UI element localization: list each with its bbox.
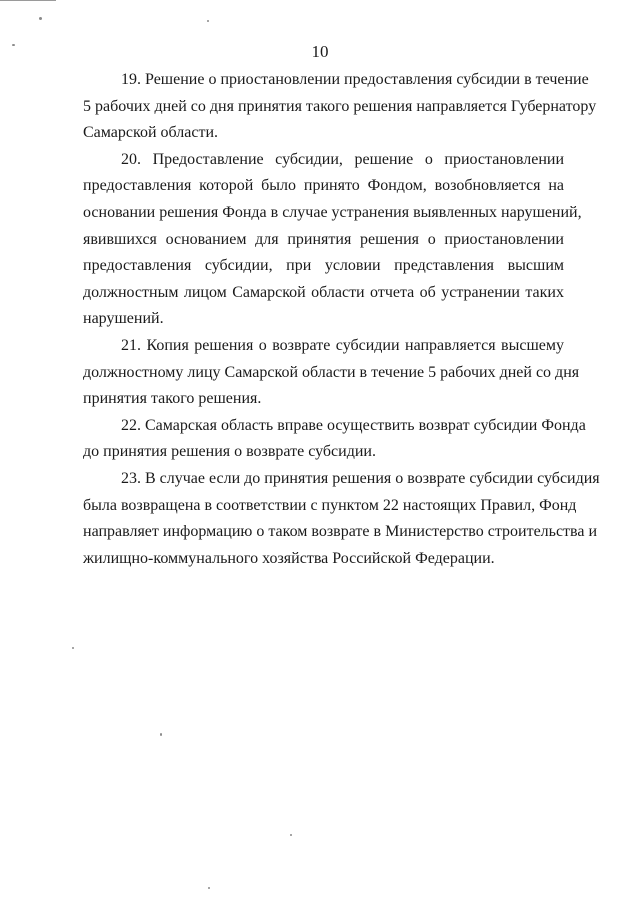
text-line: направляет информацию о таком возврате в Министерство строительства и: [83, 523, 598, 541]
text-line: предоставления субсидии, при условии представления высшим: [83, 257, 564, 275]
scan-speck: [39, 17, 42, 20]
scan-speck: [207, 20, 209, 22]
paragraph-23: [83, 466, 600, 572]
text-line: предоставления которой было принято Фондом, возобновляется на: [83, 177, 564, 195]
text-line: должностным лицом Самарской области отчета об устранении таких: [83, 283, 564, 301]
document-body: [83, 67, 600, 572]
paragraph-19: [83, 67, 597, 147]
text-line: должностному лицу Самарской области в течение 5 рабочих дней со дня: [83, 363, 580, 381]
text-line: нарушений.: [83, 310, 164, 328]
scan-speck: [160, 733, 162, 736]
text-line: 19. Решение о приостановлении предоставления субсидии в течение: [121, 71, 589, 88]
paragraph-21: [83, 333, 580, 413]
text-line: была возвращена в соответствии с пунктом 22 настоящих Правил, Фонд: [83, 496, 577, 514]
paragraph-22: [83, 413, 586, 466]
text-line: 20. Предоставление субсидии, решение о приостановлении: [121, 150, 564, 168]
scan-speck: [290, 834, 292, 836]
text-line: 22. Самарская область вправе осуществить возврат субсидии Фонда: [121, 416, 586, 434]
text-line: принятия такого решения.: [83, 390, 262, 408]
text-line: жилищно-коммунального хозяйства Российской Федерации.: [83, 549, 495, 567]
text-line: 21. Копия решения о возврате субсидии направляется высшему: [121, 336, 564, 354]
page-number: 10: [311, 42, 329, 61]
scan-speck: [72, 647, 74, 649]
text-line: явившихся основанием для принятия решения о приостановлении: [83, 230, 564, 248]
scan-edge-mark: [0, 0, 56, 1]
text-line: Самарской области.: [83, 124, 218, 142]
text-line: до принятия решения о возврате субсидии.: [83, 443, 376, 461]
scan-speck: [208, 887, 210, 889]
text-line: основании решения Фонда в случае устранения выявленных нарушений,: [83, 203, 582, 221]
text-line: 23. В случае если до принятия решения о возврате субсидии субсидия: [121, 469, 600, 487]
text-line: 5 рабочих дней со дня принятия такого решения направляется Губернатору: [83, 97, 597, 115]
paragraph-20: [83, 147, 582, 333]
